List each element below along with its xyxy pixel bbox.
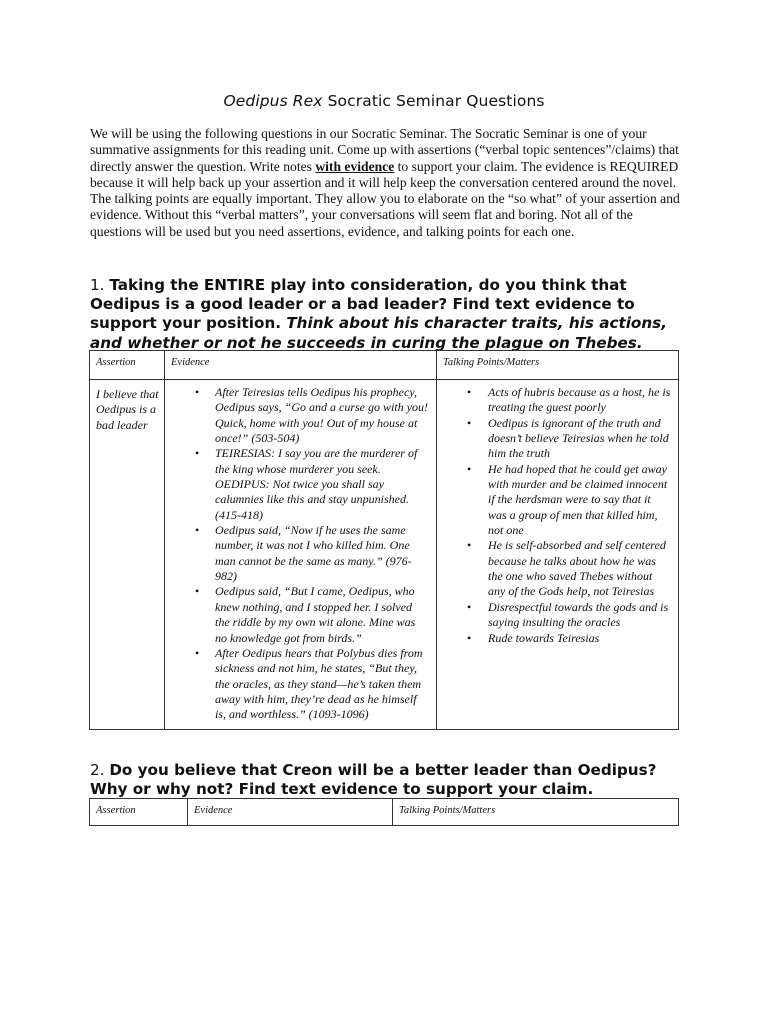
header-talking-points: Talking Points/Matters	[393, 799, 679, 826]
list-item	[195, 385, 428, 446]
bullet-icon: •	[467, 630, 472, 645]
bullet-icon: •	[467, 461, 472, 476]
talking-point-text: Rude towards Teiresias	[488, 630, 600, 645]
talking-point-text: Disrespectful towards the gods and is saying insulting the oracles	[488, 599, 669, 630]
header-assertion: Assertion	[90, 799, 188, 826]
list-item	[195, 446, 428, 523]
talking-point-text: He is self-absorbed and self centered because he talks about how he was the one who saved Thebes without any of the Gods help, not Teiresias	[488, 538, 666, 599]
question-1-hint: Think about his character traits, his actions, and whether or not he succeeds in curing the plague on Thebes.	[90, 314, 667, 352]
header-evidence: Evidence	[165, 351, 437, 380]
talking-point-text: Oedipus is ignorant of the truth and doesn’t believe Teiresias when he told him the truth	[488, 415, 669, 461]
talking-points-cell	[437, 380, 679, 730]
header-assertion: Assertion	[90, 351, 165, 380]
list-item	[195, 645, 428, 723]
list-item	[467, 461, 672, 539]
bullet-icon: •	[195, 385, 200, 399]
list-item	[195, 523, 428, 584]
title-play-name: Oedipus Rex	[223, 92, 323, 110]
evidence-list	[165, 380, 436, 729]
bullet-icon: •	[195, 523, 200, 538]
table-header-row	[90, 351, 679, 380]
talking-point-text: He had hoped that he could get away with murder and be claimed innocent if the herdsman were to say that it was a group of men that killed him, not one	[488, 461, 668, 538]
bullet-icon: •	[195, 446, 200, 461]
table-header-row	[90, 799, 679, 826]
list-item	[467, 385, 672, 416]
list-item	[467, 630, 672, 646]
bullet-icon: •	[467, 538, 472, 553]
list-item	[195, 584, 428, 645]
question-1-number: 1.	[90, 276, 110, 294]
talking-point-text: Acts of hubris because as a host, he is treating the guest poorly	[488, 385, 671, 415]
intro-text-part1: We will be using the following questions in our Socratic Seminar. The Socratic Seminar is one of your summative assignments for this reading unit. Come up with assertions (“verbal topic sentences”/claims) that directly answer the question. Write notes	[90, 126, 679, 174]
question-1-table	[89, 350, 679, 730]
header-talking-points: Talking Points/Matters	[437, 351, 679, 380]
header-evidence: Evidence	[188, 799, 393, 826]
question-2-table	[89, 798, 679, 826]
evidence-text: Oedipus said, “Now if he uses the same number, it was not I who killed him. One man cannot be the same as many.” (976-982)	[215, 523, 412, 584]
bullet-icon: •	[467, 599, 472, 614]
bullet-icon: •	[195, 645, 200, 660]
talking-points-list	[437, 380, 678, 650]
evidence-cell	[165, 380, 437, 730]
assertion-cell: I believe that Oedipus is a bad leader	[90, 380, 165, 730]
title-rest: Socratic Seminar Questions	[322, 92, 545, 110]
intro-paragraph	[90, 126, 682, 240]
question-1	[90, 276, 690, 353]
page-title	[0, 92, 768, 110]
list-item	[467, 538, 672, 599]
question-2	[90, 761, 690, 799]
question-2-text: Do you believe that Creon will be a better leader than Oedipus? Why or why not? Find text evidence to support your claim.	[90, 761, 657, 799]
list-item	[467, 415, 672, 462]
question-2-number: 2.	[90, 761, 110, 779]
bullet-icon: •	[467, 415, 472, 430]
bullet-icon: •	[467, 385, 472, 399]
evidence-text: After Teiresias tells Oedipus his prophecy, Oedipus says, “Go and a curse go with you! Quick, home with you! Out of my house at once!” (503-504)	[215, 385, 428, 446]
intro-text-part2: to support your claim. The evidence is REQUIRED because it will help back up your assertion and it will help keep the conversation centered around the novel. The talking points are equally important. They allow you to elaborate on the “so what” of your assertion and evidence. Without this “verbal matters”, your conversations will seem flat and boring. Not all of the questions will be used but you need assertions, evidence, and talking points for each one.	[90, 158, 680, 239]
evidence-text: After Oedipus hears that Polybus dies from sickness and not him, he states, “But they, the oracles, as they stand—he’s taken them away with him, they’re dead as he himself is, and worthless.” (1093-1096)	[215, 645, 423, 722]
evidence-text: TEIRESIAS: I say you are the murderer of the king whose murderer you seek. OEDIPUS: Not twice you shall say calumnies like this and stay unpunished. (415-418)	[215, 446, 418, 522]
bullet-icon: •	[195, 584, 200, 599]
list-item	[467, 599, 672, 631]
question-1-text: Taking the ENTIRE play into consideration, do you think that Oedipus is a good leader or a bad leader? Find text evidence to support your position.	[90, 276, 635, 333]
table-row	[90, 380, 679, 730]
evidence-text: Oedipus said, “But I came, Oedipus, who knew nothing, and I stopped her. I solved the riddle by my own wit alone. Mine was no knowledge got from birds.”	[215, 584, 416, 645]
intro-emphasis: with evidence	[315, 158, 395, 174]
